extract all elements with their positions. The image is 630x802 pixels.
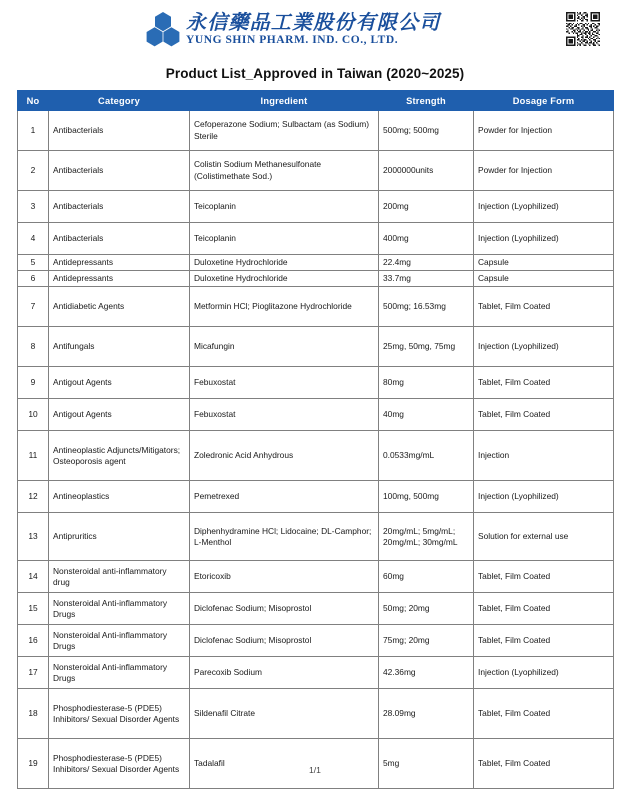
table-header — [18, 91, 614, 111]
company-name-chinese: 永信藥品工業股份有限公司 — [186, 9, 441, 34]
cell-strength: 33.7mg — [379, 271, 474, 287]
cell-no: 14 — [18, 561, 49, 593]
cell-strength: 0.0533mg/mL — [379, 431, 474, 481]
column-header-dosage-form: Dosage Form — [474, 91, 614, 111]
cell-ingredient: Tadalafil — [190, 739, 379, 789]
cell-category: Nonsteroidal anti-inflammatory drug — [49, 561, 190, 593]
product-table — [17, 90, 614, 789]
cell-dosage-form: Powder for Injection — [474, 111, 614, 151]
cell-strength: 28.09mg — [379, 689, 474, 739]
qr-code-icon — [566, 12, 600, 46]
cell-category: Antigout Agents — [49, 367, 190, 399]
cell-category: Phosphodiesterase-5 (PDE5) Inhibitors/ Sexual Disorder Agents — [49, 689, 190, 739]
page-footer — [0, 765, 630, 775]
cell-ingredient: Diclofenac Sodium; Misoprostol — [190, 625, 379, 657]
cell-category: Antidiabetic Agents — [49, 287, 190, 327]
column-header-strength: Strength — [379, 91, 474, 111]
table-row — [18, 481, 614, 513]
cell-ingredient: Metformin HCl; Pioglitazone Hydrochloride — [190, 287, 379, 327]
table-row — [18, 367, 614, 399]
cell-category: Antigout Agents — [49, 399, 190, 431]
cell-strength: 40mg — [379, 399, 474, 431]
cell-strength: 2000000units — [379, 151, 474, 191]
cell-strength: 75mg; 20mg — [379, 625, 474, 657]
cell-dosage-form: Injection (Lyophilized) — [474, 223, 614, 255]
page-title: Product List_Approved in Taiwan (2020~2025) — [165, 66, 465, 81]
cell-category: Nonsteroidal Anti-inflammatory Drugs — [49, 657, 190, 689]
cell-strength: 22.4mg — [379, 255, 474, 271]
cell-strength: 25mg, 50mg, 75mg — [379, 327, 474, 367]
table-row — [18, 271, 614, 287]
cell-category: Phosphodiesterase-5 (PDE5) Inhibitors/ Sexual Disorder Agents — [49, 739, 190, 789]
cell-ingredient: Cefoperazone Sodium; Sulbactam (as Sodium) Sterile — [190, 111, 379, 151]
table-row — [18, 689, 614, 739]
cell-ingredient: Micafungin — [190, 327, 379, 367]
column-header-no: No — [18, 91, 49, 111]
cell-strength: 50mg; 20mg — [379, 593, 474, 625]
column-header-category: Category — [49, 91, 190, 111]
cell-ingredient: Teicoplanin — [190, 223, 379, 255]
cell-dosage-form: Injection (Lyophilized) — [474, 481, 614, 513]
company-branding — [146, 11, 440, 47]
cell-dosage-form: Injection (Lyophilized) — [474, 327, 614, 367]
table-header-row — [18, 91, 614, 111]
hexagon-cluster-logo-icon — [146, 11, 180, 47]
cell-category: Antidepressants — [49, 255, 190, 271]
cell-dosage-form: Tablet, Film Coated — [474, 689, 614, 739]
cell-strength: 100mg, 500mg — [379, 481, 474, 513]
cell-strength: 400mg — [379, 223, 474, 255]
cell-category: Nonsteroidal Anti-inflammatory Drugs — [49, 593, 190, 625]
cell-ingredient: Sildenafil Citrate — [190, 689, 379, 739]
cell-ingredient: Diphenhydramine HCl; Lidocaine; DL-Camphor; L-Menthol — [190, 513, 379, 561]
cell-category: Antineoplastic Adjuncts/Mitigators; Osteoporosis agent — [49, 431, 190, 481]
table-row — [18, 431, 614, 481]
cell-ingredient: Febuxostat — [190, 367, 379, 399]
cell-dosage-form: Tablet, Film Coated — [474, 367, 614, 399]
cell-strength: 42.36mg — [379, 657, 474, 689]
table-body — [18, 111, 614, 789]
table-row — [18, 191, 614, 223]
company-name-english: YUNG SHIN PHARM. IND. CO., LTD. — [186, 33, 399, 46]
cell-no: 1 — [18, 111, 49, 151]
table-row — [18, 111, 614, 151]
document-header — [0, 0, 630, 58]
cell-category: Antibacterials — [49, 151, 190, 191]
cell-strength: 500mg; 16.53mg — [379, 287, 474, 327]
column-header-ingredient: Ingredient — [190, 91, 379, 111]
cell-category: Antidepressants — [49, 271, 190, 287]
cell-no: 3 — [18, 191, 49, 223]
cell-dosage-form: Tablet, Film Coated — [474, 625, 614, 657]
cell-ingredient: Duloxetine Hydrochloride — [190, 271, 379, 287]
table-row — [18, 287, 614, 327]
cell-category: Antifungals — [49, 327, 190, 367]
cell-no: 5 — [18, 255, 49, 271]
cell-ingredient: Zoledronic Acid Anhydrous — [190, 431, 379, 481]
cell-ingredient: Parecoxib Sodium — [190, 657, 379, 689]
cell-dosage-form: Tablet, Film Coated — [474, 593, 614, 625]
table-row — [18, 399, 614, 431]
cell-ingredient: Teicoplanin — [190, 191, 379, 223]
cell-category: Antineoplastics — [49, 481, 190, 513]
cell-strength: 5mg — [379, 739, 474, 789]
cell-category: Antibacterials — [49, 191, 190, 223]
cell-strength: 500mg; 500mg — [379, 111, 474, 151]
product-table-container — [17, 90, 613, 789]
page-indicator: 1/1 — [309, 765, 321, 775]
cell-strength: 200mg — [379, 191, 474, 223]
cell-ingredient: Duloxetine Hydrochloride — [190, 255, 379, 271]
cell-no: 19 — [18, 739, 49, 789]
cell-dosage-form: Tablet, Film Coated — [474, 399, 614, 431]
cell-dosage-form: Powder for Injection — [474, 151, 614, 191]
cell-no: 16 — [18, 625, 49, 657]
cell-strength: 20mg/mL; 5mg/mL; 20mg/mL; 30mg/mL — [379, 513, 474, 561]
table-row — [18, 513, 614, 561]
cell-category: Antibacterials — [49, 111, 190, 151]
table-row — [18, 593, 614, 625]
table-row — [18, 223, 614, 255]
cell-no: 13 — [18, 513, 49, 561]
table-row — [18, 625, 614, 657]
cell-no: 9 — [18, 367, 49, 399]
cell-dosage-form: Injection — [474, 431, 614, 481]
cell-ingredient: Diclofenac Sodium; Misoprostol — [190, 593, 379, 625]
cell-no: 4 — [18, 223, 49, 255]
cell-dosage-form: Tablet, Film Coated — [474, 561, 614, 593]
cell-ingredient: Pemetrexed — [190, 481, 379, 513]
cell-ingredient: Febuxostat — [190, 399, 379, 431]
cell-strength: 60mg — [379, 561, 474, 593]
cell-category: Antibacterials — [49, 223, 190, 255]
cell-ingredient: Etoricoxib — [190, 561, 379, 593]
cell-dosage-form: Capsule — [474, 271, 614, 287]
cell-ingredient: Colistin Sodium Methanesulfonate (Colistimethate Sod.) — [190, 151, 379, 191]
table-row — [18, 739, 614, 789]
cell-no: 17 — [18, 657, 49, 689]
cell-category: Nonsteroidal Anti-inflammatory Drugs — [49, 625, 190, 657]
cell-category: Antipruritics — [49, 513, 190, 561]
table-row — [18, 657, 614, 689]
table-row — [18, 151, 614, 191]
cell-dosage-form: Tablet, Film Coated — [474, 739, 614, 789]
cell-no: 6 — [18, 271, 49, 287]
cell-no: 15 — [18, 593, 49, 625]
cell-no: 2 — [18, 151, 49, 191]
cell-dosage-form: Solution for external use — [474, 513, 614, 561]
cell-dosage-form: Injection (Lyophilized) — [474, 191, 614, 223]
cell-dosage-form: Capsule — [474, 255, 614, 271]
cell-dosage-form: Injection (Lyophilized) — [474, 657, 614, 689]
table-row — [18, 255, 614, 271]
cell-no: 12 — [18, 481, 49, 513]
cell-dosage-form: Tablet, Film Coated — [474, 287, 614, 327]
table-row — [18, 561, 614, 593]
cell-no: 10 — [18, 399, 49, 431]
cell-no: 8 — [18, 327, 49, 367]
cell-no: 11 — [18, 431, 49, 481]
cell-no: 7 — [18, 287, 49, 327]
cell-strength: 80mg — [379, 367, 474, 399]
table-row — [18, 327, 614, 367]
cell-no: 18 — [18, 689, 49, 739]
